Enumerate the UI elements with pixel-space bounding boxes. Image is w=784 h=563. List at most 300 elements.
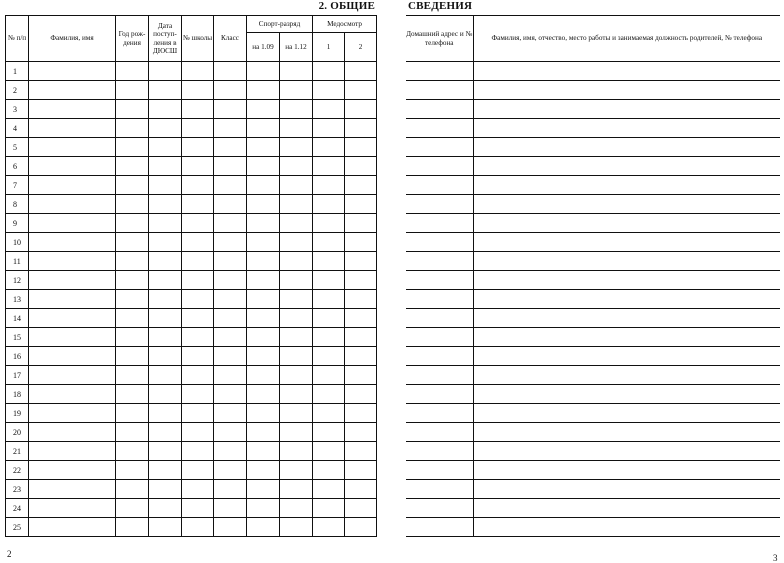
table-cell[interactable] <box>29 100 116 119</box>
table-cell[interactable] <box>29 214 116 233</box>
table-cell[interactable] <box>473 290 780 309</box>
table-cell[interactable] <box>345 214 377 233</box>
table-cell[interactable] <box>473 157 780 176</box>
table-cell[interactable] <box>214 518 247 537</box>
table-cell[interactable] <box>247 442 280 461</box>
table-cell[interactable] <box>313 328 345 347</box>
table-cell[interactable] <box>29 290 116 309</box>
table-cell[interactable] <box>313 100 345 119</box>
table-cell[interactable] <box>214 252 247 271</box>
table-cell[interactable] <box>214 347 247 366</box>
table-cell[interactable] <box>473 442 780 461</box>
table-cell[interactable] <box>473 100 780 119</box>
table-row <box>6 81 377 100</box>
table-cell[interactable] <box>182 290 214 309</box>
table-cell[interactable] <box>149 176 182 195</box>
table-cell[interactable] <box>149 366 182 385</box>
table-cell[interactable] <box>345 442 377 461</box>
table-cell[interactable] <box>345 233 377 252</box>
table-cell[interactable] <box>149 81 182 100</box>
table-cell[interactable] <box>473 138 780 157</box>
table-cell[interactable] <box>182 385 214 404</box>
table-cell[interactable] <box>214 328 247 347</box>
table-cell[interactable] <box>116 480 149 499</box>
table-cell[interactable] <box>345 309 377 328</box>
table-cell[interactable] <box>116 271 149 290</box>
table-cell[interactable] <box>313 81 345 100</box>
table-cell[interactable] <box>280 385 313 404</box>
table-row <box>6 176 377 195</box>
table-cell[interactable] <box>280 176 313 195</box>
table-cell[interactable] <box>247 499 280 518</box>
table-cell[interactable] <box>247 461 280 480</box>
table-cell[interactable] <box>313 195 345 214</box>
table-cell[interactable] <box>182 138 214 157</box>
table-cell[interactable] <box>406 290 473 309</box>
table-cell[interactable] <box>473 404 780 423</box>
table-cell[interactable] <box>149 100 182 119</box>
table-cell[interactable] <box>214 157 247 176</box>
table-cell[interactable] <box>345 499 377 518</box>
table-cell[interactable] <box>345 423 377 442</box>
table-cell[interactable] <box>406 100 473 119</box>
table-cell[interactable] <box>247 404 280 423</box>
table-cell[interactable] <box>280 62 313 81</box>
table-cell[interactable] <box>280 195 313 214</box>
table-cell[interactable] <box>406 119 473 138</box>
table-cell[interactable] <box>29 404 116 423</box>
table-cell[interactable] <box>214 176 247 195</box>
header-sport-rank: Спорт-разряд <box>247 16 313 33</box>
table-cell[interactable] <box>345 252 377 271</box>
table-cell[interactable] <box>313 404 345 423</box>
table-cell[interactable] <box>280 233 313 252</box>
table-cell[interactable] <box>29 461 116 480</box>
table-cell[interactable] <box>345 347 377 366</box>
table-cell[interactable] <box>406 176 473 195</box>
table-cell[interactable] <box>473 328 780 347</box>
table-cell[interactable] <box>473 423 780 442</box>
table-cell[interactable] <box>182 176 214 195</box>
table-cell[interactable] <box>406 62 473 81</box>
table-cell[interactable] <box>280 423 313 442</box>
table-cell[interactable] <box>116 81 149 100</box>
table-cell[interactable] <box>313 461 345 480</box>
table-cell[interactable] <box>247 309 280 328</box>
table-cell[interactable] <box>214 81 247 100</box>
table-cell[interactable] <box>406 157 473 176</box>
table-cell[interactable] <box>406 480 473 499</box>
table-cell[interactable] <box>116 366 149 385</box>
table-cell[interactable] <box>149 214 182 233</box>
table-cell[interactable] <box>313 366 345 385</box>
table-cell[interactable] <box>406 214 473 233</box>
table-cell[interactable] <box>116 461 149 480</box>
table-cell[interactable] <box>313 119 345 138</box>
table-cell[interactable] <box>29 347 116 366</box>
table-cell[interactable] <box>313 176 345 195</box>
table-cell[interactable] <box>345 328 377 347</box>
table-cell[interactable] <box>406 309 473 328</box>
table-cell[interactable] <box>149 233 182 252</box>
table-cell[interactable] <box>473 518 780 537</box>
table-cell[interactable] <box>247 62 280 81</box>
table-cell[interactable] <box>182 214 214 233</box>
table-cell[interactable] <box>473 119 780 138</box>
table-cell[interactable] <box>182 119 214 138</box>
table-cell[interactable] <box>149 480 182 499</box>
table-cell[interactable] <box>280 157 313 176</box>
table-cell[interactable] <box>29 480 116 499</box>
table-cell[interactable] <box>29 328 116 347</box>
table-row <box>406 309 780 328</box>
table-cell[interactable] <box>29 195 116 214</box>
table-cell[interactable] <box>473 176 780 195</box>
table-cell[interactable] <box>247 100 280 119</box>
table-cell[interactable] <box>280 347 313 366</box>
table-cell[interactable] <box>313 290 345 309</box>
table-cell[interactable] <box>345 176 377 195</box>
table-cell[interactable] <box>406 81 473 100</box>
table-cell[interactable] <box>29 271 116 290</box>
table-cell[interactable] <box>345 138 377 157</box>
header-medical: Медосмотр <box>313 16 377 33</box>
table-cell[interactable] <box>149 195 182 214</box>
table-cell[interactable] <box>29 119 116 138</box>
table-cell[interactable] <box>473 461 780 480</box>
table-cell[interactable] <box>149 328 182 347</box>
table-row <box>406 385 780 404</box>
table-cell[interactable] <box>406 518 473 537</box>
table-cell[interactable] <box>149 309 182 328</box>
table-cell[interactable] <box>406 347 473 366</box>
table-cell[interactable] <box>345 404 377 423</box>
table-cell[interactable] <box>214 138 247 157</box>
table-cell[interactable] <box>313 157 345 176</box>
table-cell[interactable] <box>182 100 214 119</box>
table-cell[interactable] <box>406 252 473 271</box>
table-cell[interactable] <box>29 233 116 252</box>
table-cell[interactable] <box>182 423 214 442</box>
table-cell[interactable] <box>214 499 247 518</box>
table-cell[interactable] <box>280 119 313 138</box>
table-cell[interactable] <box>116 176 149 195</box>
table-cell[interactable] <box>247 423 280 442</box>
table-cell[interactable] <box>313 423 345 442</box>
table-cell[interactable] <box>116 290 149 309</box>
table-cell[interactable] <box>116 404 149 423</box>
table-cell[interactable] <box>247 290 280 309</box>
table-cell[interactable] <box>182 347 214 366</box>
table-cell[interactable] <box>473 81 780 100</box>
table-cell[interactable] <box>406 461 473 480</box>
table-cell[interactable] <box>149 119 182 138</box>
table-cell[interactable] <box>29 366 116 385</box>
table-cell[interactable] <box>280 518 313 537</box>
table-cell[interactable] <box>473 366 780 385</box>
table-cell[interactable] <box>149 385 182 404</box>
table-cell[interactable] <box>116 499 149 518</box>
table-cell[interactable] <box>247 480 280 499</box>
table-cell[interactable] <box>313 442 345 461</box>
table-row <box>406 233 780 252</box>
table-cell[interactable] <box>29 252 116 271</box>
table-cell[interactable] <box>313 271 345 290</box>
table-cell[interactable] <box>473 499 780 518</box>
table-cell[interactable] <box>182 461 214 480</box>
table-cell[interactable] <box>313 252 345 271</box>
table-cell[interactable] <box>149 442 182 461</box>
table-cell[interactable] <box>116 442 149 461</box>
table-cell[interactable] <box>149 157 182 176</box>
table-cell[interactable] <box>345 157 377 176</box>
table-cell[interactable] <box>247 271 280 290</box>
table-cell[interactable] <box>345 461 377 480</box>
table-cell[interactable] <box>406 499 473 518</box>
table-cell[interactable] <box>214 271 247 290</box>
table-cell[interactable] <box>214 119 247 138</box>
table-cell[interactable] <box>247 176 280 195</box>
table-cell[interactable] <box>247 138 280 157</box>
table-cell[interactable] <box>280 252 313 271</box>
table-cell[interactable] <box>473 271 780 290</box>
table-cell[interactable] <box>280 81 313 100</box>
table-cell[interactable] <box>406 328 473 347</box>
table-cell[interactable] <box>182 252 214 271</box>
table-cell[interactable] <box>473 195 780 214</box>
table-cell[interactable] <box>29 499 116 518</box>
table-cell[interactable] <box>247 157 280 176</box>
table-cell[interactable] <box>149 62 182 81</box>
table-cell[interactable] <box>313 347 345 366</box>
table-cell[interactable] <box>29 385 116 404</box>
table-cell[interactable] <box>214 62 247 81</box>
table-cell[interactable] <box>182 518 214 537</box>
table-cell[interactable] <box>149 423 182 442</box>
table-cell[interactable] <box>473 385 780 404</box>
table-cell[interactable] <box>29 518 116 537</box>
row-number: 17 <box>6 366 29 385</box>
table-cell[interactable] <box>345 81 377 100</box>
table-cell[interactable] <box>345 385 377 404</box>
table-cell[interactable] <box>406 423 473 442</box>
table-cell[interactable] <box>280 309 313 328</box>
table-cell[interactable] <box>116 309 149 328</box>
table-cell[interactable] <box>116 252 149 271</box>
table-cell[interactable] <box>214 480 247 499</box>
table-cell[interactable] <box>280 100 313 119</box>
table-cell[interactable] <box>29 157 116 176</box>
row-number: 4 <box>6 119 29 138</box>
table-cell[interactable] <box>116 385 149 404</box>
table-cell[interactable] <box>247 81 280 100</box>
table-cell[interactable] <box>406 195 473 214</box>
table-cell[interactable] <box>313 518 345 537</box>
table-cell[interactable] <box>182 480 214 499</box>
table-cell[interactable] <box>280 499 313 518</box>
table-cell[interactable] <box>182 328 214 347</box>
table-cell[interactable] <box>473 214 780 233</box>
table-cell[interactable] <box>313 385 345 404</box>
table-cell[interactable] <box>345 366 377 385</box>
table-cell[interactable] <box>247 366 280 385</box>
table-row <box>406 442 780 461</box>
table-cell[interactable] <box>280 366 313 385</box>
table-cell[interactable] <box>149 518 182 537</box>
table-cell[interactable] <box>182 271 214 290</box>
page-number-left: 2 <box>7 549 12 559</box>
table-cell[interactable] <box>116 62 149 81</box>
table-cell[interactable] <box>345 100 377 119</box>
table-cell[interactable] <box>116 119 149 138</box>
table-cell[interactable] <box>247 347 280 366</box>
table-cell[interactable] <box>280 480 313 499</box>
table-cell[interactable] <box>247 195 280 214</box>
table-cell[interactable] <box>149 252 182 271</box>
table-cell[interactable] <box>247 385 280 404</box>
table-cell[interactable] <box>280 461 313 480</box>
table-cell[interactable] <box>29 442 116 461</box>
table-cell[interactable] <box>29 176 116 195</box>
table-cell[interactable] <box>473 309 780 328</box>
table-cell[interactable] <box>214 233 247 252</box>
table-cell[interactable] <box>313 214 345 233</box>
table-row <box>6 480 377 499</box>
table-cell[interactable] <box>406 271 473 290</box>
table-cell[interactable] <box>406 138 473 157</box>
table-cell[interactable] <box>247 119 280 138</box>
table-cell[interactable] <box>149 347 182 366</box>
table-cell[interactable] <box>345 480 377 499</box>
table-cell[interactable] <box>116 347 149 366</box>
table-cell[interactable] <box>313 309 345 328</box>
table-cell[interactable] <box>214 461 247 480</box>
table-cell[interactable] <box>280 138 313 157</box>
table-cell[interactable] <box>149 138 182 157</box>
table-cell[interactable] <box>214 195 247 214</box>
table-cell[interactable] <box>29 81 116 100</box>
table-cell[interactable] <box>313 62 345 81</box>
table-cell[interactable] <box>214 385 247 404</box>
table-cell[interactable] <box>406 442 473 461</box>
table-cell[interactable] <box>214 309 247 328</box>
table-cell[interactable] <box>149 404 182 423</box>
table-cell[interactable] <box>29 62 116 81</box>
table-cell[interactable] <box>406 233 473 252</box>
table-cell[interactable] <box>313 138 345 157</box>
table-cell[interactable] <box>345 290 377 309</box>
table-cell[interactable] <box>280 404 313 423</box>
table-cell[interactable] <box>345 119 377 138</box>
table-cell[interactable] <box>182 309 214 328</box>
table-cell[interactable] <box>406 404 473 423</box>
table-cell[interactable] <box>473 347 780 366</box>
table-cell[interactable] <box>29 423 116 442</box>
table-cell[interactable] <box>182 404 214 423</box>
row-number: 15 <box>6 328 29 347</box>
table-cell[interactable] <box>182 62 214 81</box>
table-cell[interactable] <box>345 271 377 290</box>
table-row <box>406 62 780 81</box>
table-cell[interactable] <box>473 62 780 81</box>
table-cell[interactable] <box>149 271 182 290</box>
table-row <box>406 119 780 138</box>
table-cell[interactable] <box>116 233 149 252</box>
table-cell[interactable] <box>313 480 345 499</box>
table-cell[interactable] <box>473 480 780 499</box>
table-cell[interactable] <box>182 81 214 100</box>
table-cell[interactable] <box>116 157 149 176</box>
table-cell[interactable] <box>182 195 214 214</box>
table-cell[interactable] <box>182 499 214 518</box>
table-cell[interactable] <box>116 100 149 119</box>
table-cell[interactable] <box>247 214 280 233</box>
table-cell[interactable] <box>182 366 214 385</box>
table-cell[interactable] <box>473 252 780 271</box>
table-cell[interactable] <box>149 461 182 480</box>
table-cell[interactable] <box>214 423 247 442</box>
table-row <box>406 480 780 499</box>
table-cell[interactable] <box>29 138 116 157</box>
row-number: 6 <box>6 157 29 176</box>
row-number: 21 <box>6 442 29 461</box>
table-cell[interactable] <box>116 214 149 233</box>
table-cell[interactable] <box>280 442 313 461</box>
table-cell[interactable] <box>116 423 149 442</box>
table-cell[interactable] <box>214 404 247 423</box>
table-cell[interactable] <box>116 138 149 157</box>
table-cell[interactable] <box>247 328 280 347</box>
table-cell[interactable] <box>149 290 182 309</box>
table-cell[interactable] <box>313 233 345 252</box>
table-cell[interactable] <box>214 442 247 461</box>
table-cell[interactable] <box>149 499 182 518</box>
table-cell[interactable] <box>473 233 780 252</box>
table-cell[interactable] <box>214 100 247 119</box>
table-cell[interactable] <box>280 214 313 233</box>
table-cell[interactable] <box>345 518 377 537</box>
table-cell[interactable] <box>182 157 214 176</box>
row-number: 16 <box>6 347 29 366</box>
row-number: 1 <box>6 62 29 81</box>
table-cell[interactable] <box>247 233 280 252</box>
table-cell[interactable] <box>182 442 214 461</box>
table-cell[interactable] <box>280 328 313 347</box>
table-cell[interactable] <box>116 328 149 347</box>
table-cell[interactable] <box>214 214 247 233</box>
table-cell[interactable] <box>247 518 280 537</box>
header-address: Домашний адрес и № телефона <box>406 16 473 62</box>
table-cell[interactable] <box>247 252 280 271</box>
table-cell[interactable] <box>345 62 377 81</box>
table-row <box>406 81 780 100</box>
table-cell[interactable] <box>345 195 377 214</box>
table-cell[interactable] <box>280 290 313 309</box>
table-cell[interactable] <box>116 195 149 214</box>
table-cell[interactable] <box>406 385 473 404</box>
table-cell[interactable] <box>116 518 149 537</box>
header-name: Фамилия, имя <box>29 16 116 62</box>
table-cell[interactable] <box>214 290 247 309</box>
table-cell[interactable] <box>29 309 116 328</box>
table-cell[interactable] <box>182 233 214 252</box>
row-number: 9 <box>6 214 29 233</box>
table-cell[interactable] <box>214 366 247 385</box>
table-cell[interactable] <box>406 366 473 385</box>
table-cell[interactable] <box>313 499 345 518</box>
table-row <box>6 62 377 81</box>
table-cell[interactable] <box>280 271 313 290</box>
